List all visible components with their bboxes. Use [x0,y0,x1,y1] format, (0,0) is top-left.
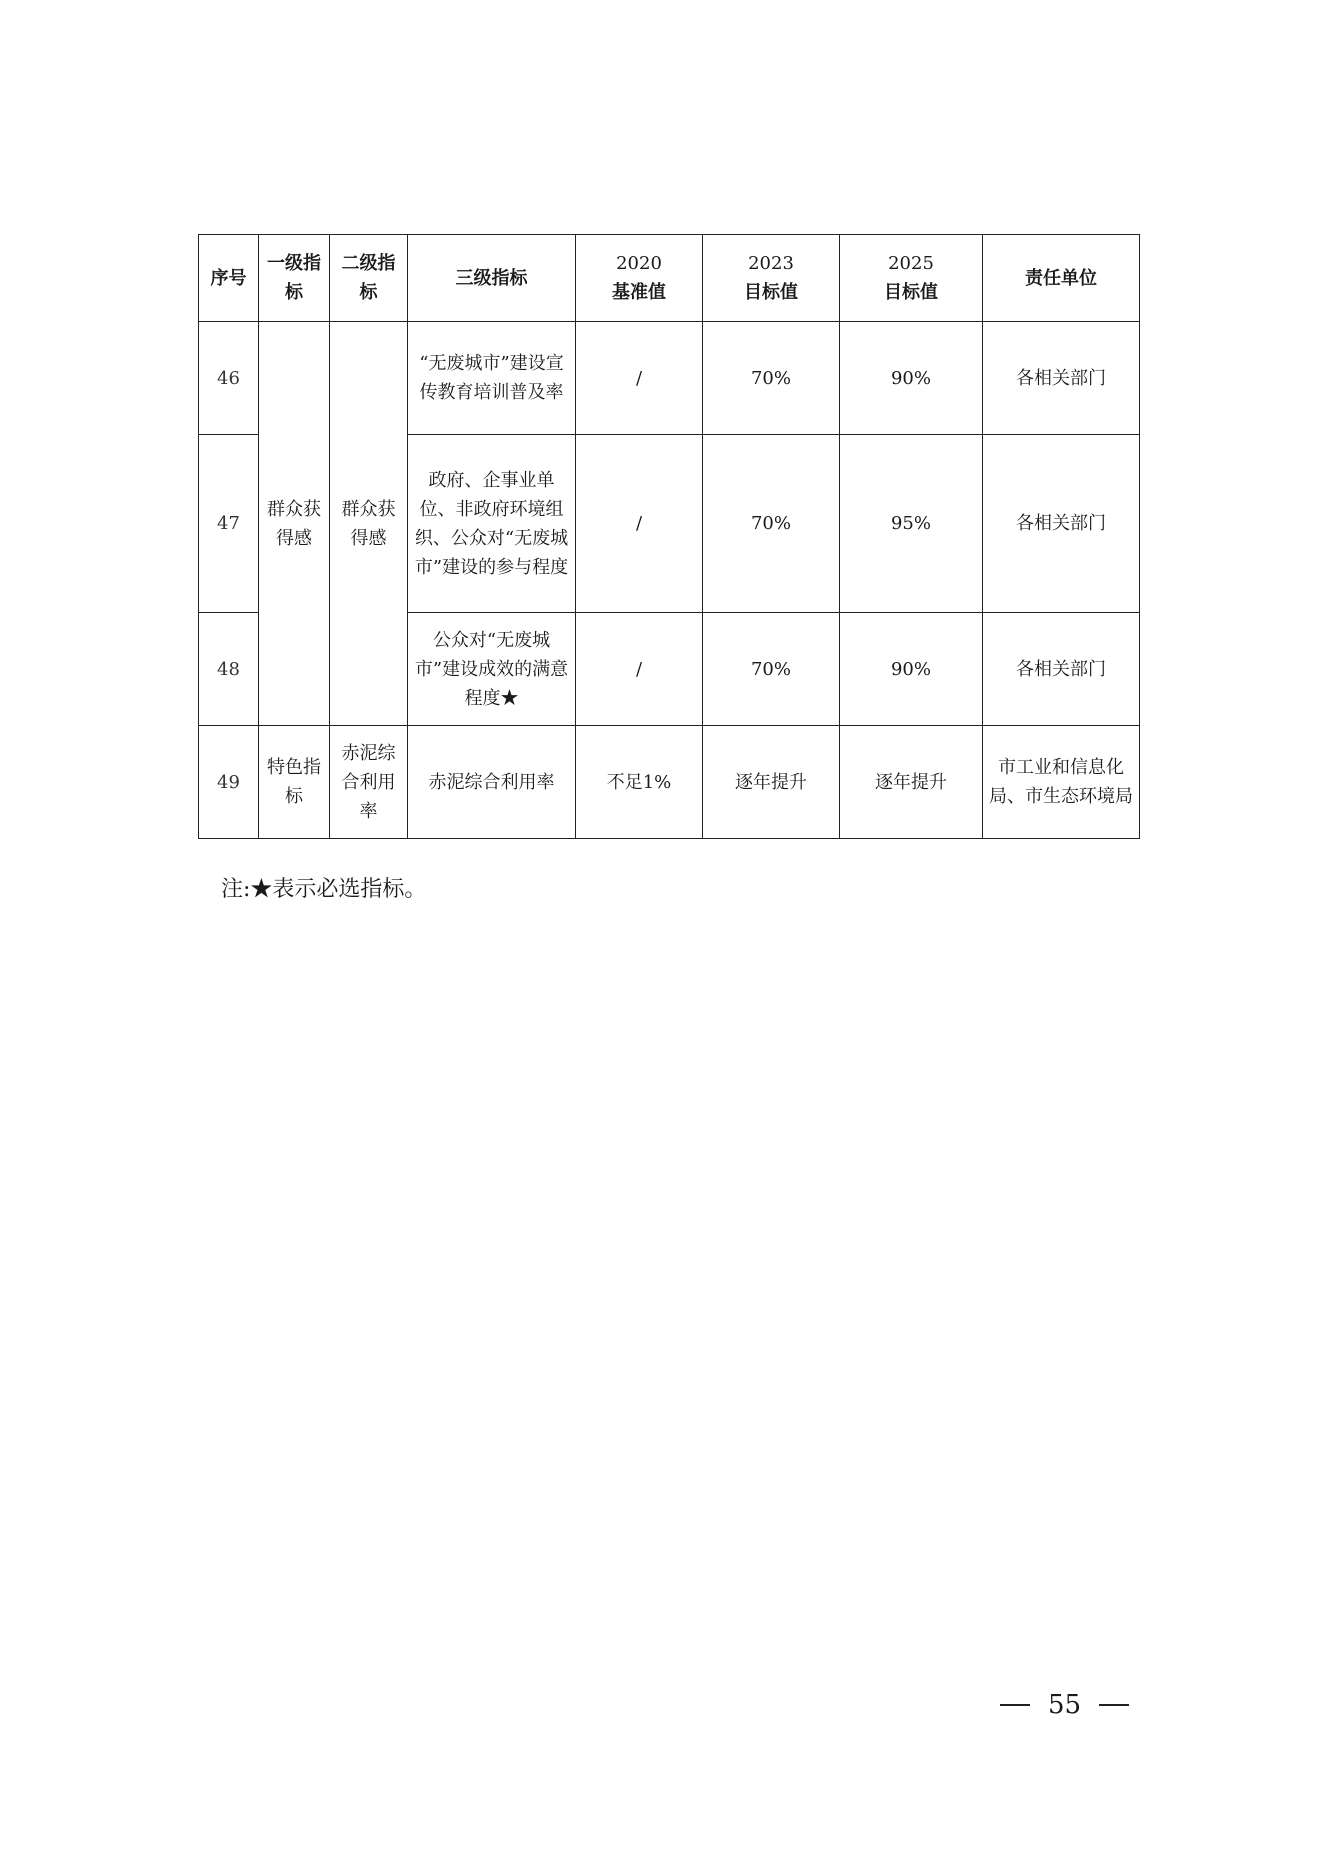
indicator-cell: “无废城市”建设宣传教育培训普及率 [408,322,576,435]
header-base-year: 2020 [616,253,662,274]
header-target-2023-year: 2023 [748,253,794,274]
level2-cell: 群众获得感 [330,322,408,726]
header-target-2023-label: 目标值 [744,282,798,303]
header-level1: 一级指标 [259,235,330,322]
header-target-2025-year: 2025 [888,253,934,274]
dash-right [1099,1704,1129,1706]
row-no: 46 [199,322,259,435]
indicator-cell: 政府、企事业单位、非政府环境组织、公众对“无废城市”建设的参与程度 [408,435,576,613]
level1-cell: 群众获得感 [259,322,330,726]
header-dept: 责任单位 [983,235,1140,322]
level2-cell: 赤泥综合利用率 [330,726,408,839]
base-value: 不足1% [576,726,703,839]
dash-left [1000,1704,1030,1706]
page-number: 55 [1048,1690,1082,1720]
target-2025-value: 90% [840,613,983,726]
row-no: 49 [199,726,259,839]
header-base [576,235,703,322]
target-2023-value: 70% [703,322,840,435]
base-value: / [576,613,703,726]
header-target-2025-label: 目标值 [884,282,938,303]
table-note: 注:★表示必选指标。 [221,877,427,902]
dept-cell: 各相关部门 [983,322,1140,435]
row-no: 48 [199,613,259,726]
target-2023-value: 70% [703,435,840,613]
table-header-row [199,235,1140,322]
page-footer [1000,1690,1129,1720]
level1-cell: 特色指标 [259,726,330,839]
header-level3: 三级指标 [408,235,576,322]
indicator-cell: 赤泥综合利用率 [408,726,576,839]
header-no: 序号 [199,235,259,322]
base-value: / [576,435,703,613]
indicator-cell: 公众对“无废城市”建设成效的满意程度★ [408,613,576,726]
target-2023-value: 70% [703,613,840,726]
table-row [199,726,1140,839]
table-row [199,322,1140,435]
dept-cell: 市工业和信息化局、市生态环境局 [983,726,1140,839]
header-level2: 二级指标 [330,235,408,322]
target-2023-value: 逐年提升 [703,726,840,839]
dept-cell: 各相关部门 [983,435,1140,613]
base-value: / [576,322,703,435]
dept-cell: 各相关部门 [983,613,1140,726]
target-2025-value: 逐年提升 [840,726,983,839]
row-no: 47 [199,435,259,613]
header-target-2025 [840,235,983,322]
indicator-table [198,234,1140,839]
target-2025-value: 90% [840,322,983,435]
header-target-2023 [703,235,840,322]
header-base-label: 基准值 [612,282,666,303]
target-2025-value: 95% [840,435,983,613]
